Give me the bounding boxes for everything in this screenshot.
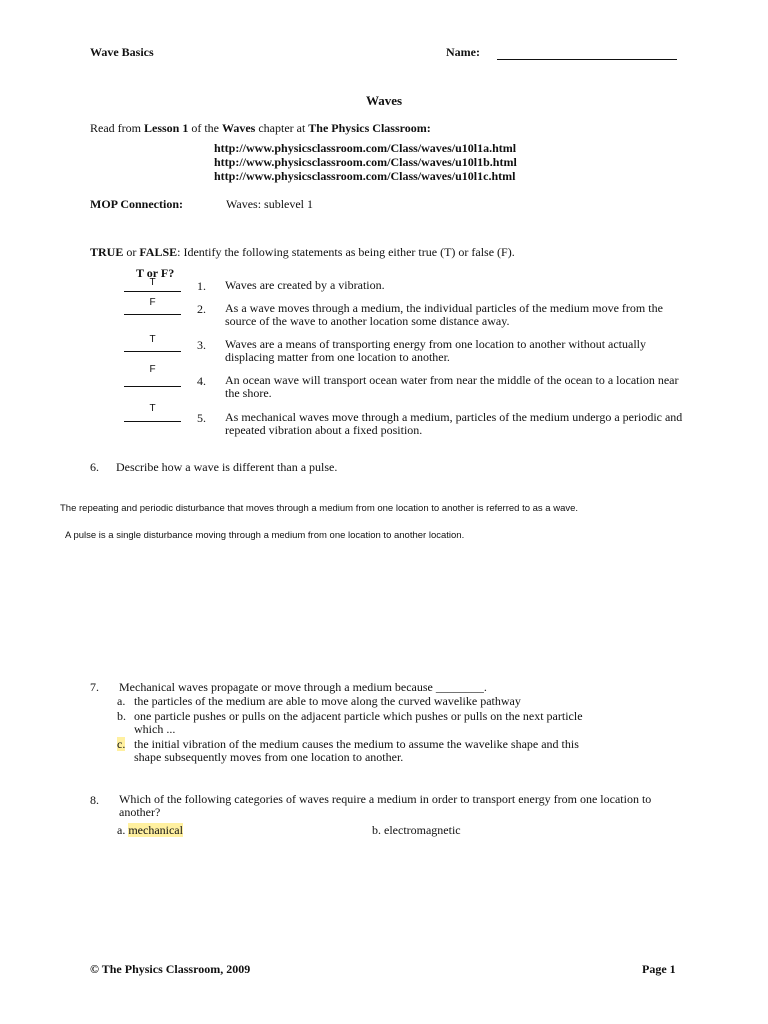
q8-option-a[interactable]: [117, 823, 183, 838]
q7-option-b-text: one particle pushes or pulls on the adjacent particle which pushes or pulls on the next particle: [134, 709, 583, 723]
tf-blank-3[interactable]: [124, 351, 181, 352]
or-word: or: [123, 245, 140, 259]
q7-option-a-text: the particles of the medium are able to move along the curved wavelike pathway: [134, 694, 521, 708]
question-6: [90, 460, 337, 475]
reading-link-3[interactable]: http://www.physicsclassroom.com/Class/waves/u10l1c.html: [214, 169, 516, 183]
tf-statement-5: As mechanical waves move through a medium, particles of the medium undergo a periodic and repeated vibration about a fixed position.: [225, 410, 683, 437]
reading-instructions: [90, 121, 431, 136]
true-word: TRUE: [90, 245, 124, 259]
q7-option-c-continuation: shape subsequently moves from one location to another.: [134, 750, 404, 764]
q8-option-a-letter: a.: [117, 823, 126, 837]
q7-option-b-continuation: which ...: [134, 722, 176, 736]
tf-statement-3: Waves are a means of transporting energy from one location to another without actually displacing matter from one location to another.: [225, 337, 647, 364]
tf-num-2: 2.: [197, 302, 206, 316]
reading-lesson: Lesson 1: [143, 121, 189, 135]
tf-blank-5[interactable]: [124, 421, 181, 422]
q6-num: 6.: [90, 460, 99, 474]
worksheet-title: Wave Basics: [90, 45, 154, 59]
tf-statement-1: Waves are created by a vibration.: [225, 278, 385, 292]
reading-prefix: Read from: [90, 121, 144, 135]
reading-link-1[interactable]: http://www.physicsclassroom.com/Class/waves/u10l1a.html: [214, 141, 517, 155]
false-word: FALSE: [139, 245, 178, 259]
instructions-text: : Identify the following statements as being either true (T) or false (F).: [177, 245, 515, 259]
q7-option-a[interactable]: [117, 695, 677, 708]
q7-option-c-letter-highlighted: c.: [117, 737, 126, 751]
tf-blank-1[interactable]: [124, 291, 181, 292]
mop-label: MOP Connection:: [90, 197, 183, 211]
q8-text: Which of the following categories of waves require a medium in order to transport energy from one location to another?: [119, 792, 652, 819]
tf-statement-2: As a wave moves through a medium, the individual particles of the medium move from the source of the wave to another location some distance away.: [225, 301, 663, 328]
q7-option-a-letter: a.: [117, 694, 126, 708]
tf-blank-2[interactable]: [124, 314, 181, 315]
q7-text: Mechanical waves propagate or move through a medium because ________.: [119, 680, 487, 694]
name-label: Name:: [446, 45, 480, 59]
q6-text: Describe how a wave is different than a pulse.: [116, 460, 338, 474]
reading-site: The Physics Classroom:: [308, 121, 431, 135]
q6-response-line-1[interactable]: The repeating and periodic disturbance that moves through a medium from one location to another is referred to as a wave.: [60, 503, 579, 514]
mop-value: Waves: sublevel 1: [226, 197, 314, 211]
reading-mid2: chapter at: [255, 121, 309, 135]
q7-option-b[interactable]: [117, 710, 677, 736]
q7-option-c-text: the initial vibration of the medium causes the medium to assume the wavelike shape and this: [134, 737, 579, 751]
reading-mid: of the: [188, 121, 222, 135]
reading-chapter: Waves: [221, 121, 256, 135]
tf-num-4: 4.: [197, 374, 206, 388]
reading-link-2[interactable]: http://www.physicsclassroom.com/Class/waves/u10l1b.html: [214, 155, 517, 169]
tf-answer-5[interactable]: T: [149, 403, 156, 414]
q8-num: 8.: [90, 793, 99, 807]
page-title: Waves: [365, 93, 403, 108]
tf-num-5: 5.: [197, 411, 206, 425]
true-false-instructions: [90, 245, 515, 260]
name-field-line[interactable]: [497, 59, 677, 60]
footer-copyright: © The Physics Classroom, 2009: [90, 962, 251, 976]
footer-page-number: Page 1: [642, 962, 676, 976]
q6-response-line-2[interactable]: A pulse is a single disturbance moving through a medium from one location to another location.: [65, 530, 465, 541]
tf-statement-4: An ocean wave will transport ocean water from near the middle of the ocean to a location near the shore.: [225, 373, 679, 400]
tf-num-1: 1.: [197, 279, 206, 293]
q8-option-b[interactable]: b. electromagnetic: [372, 823, 461, 837]
q7-num: 7.: [90, 680, 99, 694]
q8-option-a-text-highlighted: mechanical: [128, 823, 183, 837]
q7-option-b-letter: b.: [117, 709, 126, 723]
tf-blank-4[interactable]: [124, 386, 181, 387]
tf-num-3: 3.: [197, 338, 206, 352]
tf-answer-4[interactable]: F: [149, 364, 156, 375]
tf-answer-2[interactable]: F: [149, 297, 156, 308]
tf-answer-1[interactable]: T: [149, 277, 156, 288]
q7-option-c[interactable]: [117, 738, 677, 764]
tf-column-header: T or F?: [136, 266, 175, 280]
tf-answer-3[interactable]: T: [149, 334, 156, 345]
